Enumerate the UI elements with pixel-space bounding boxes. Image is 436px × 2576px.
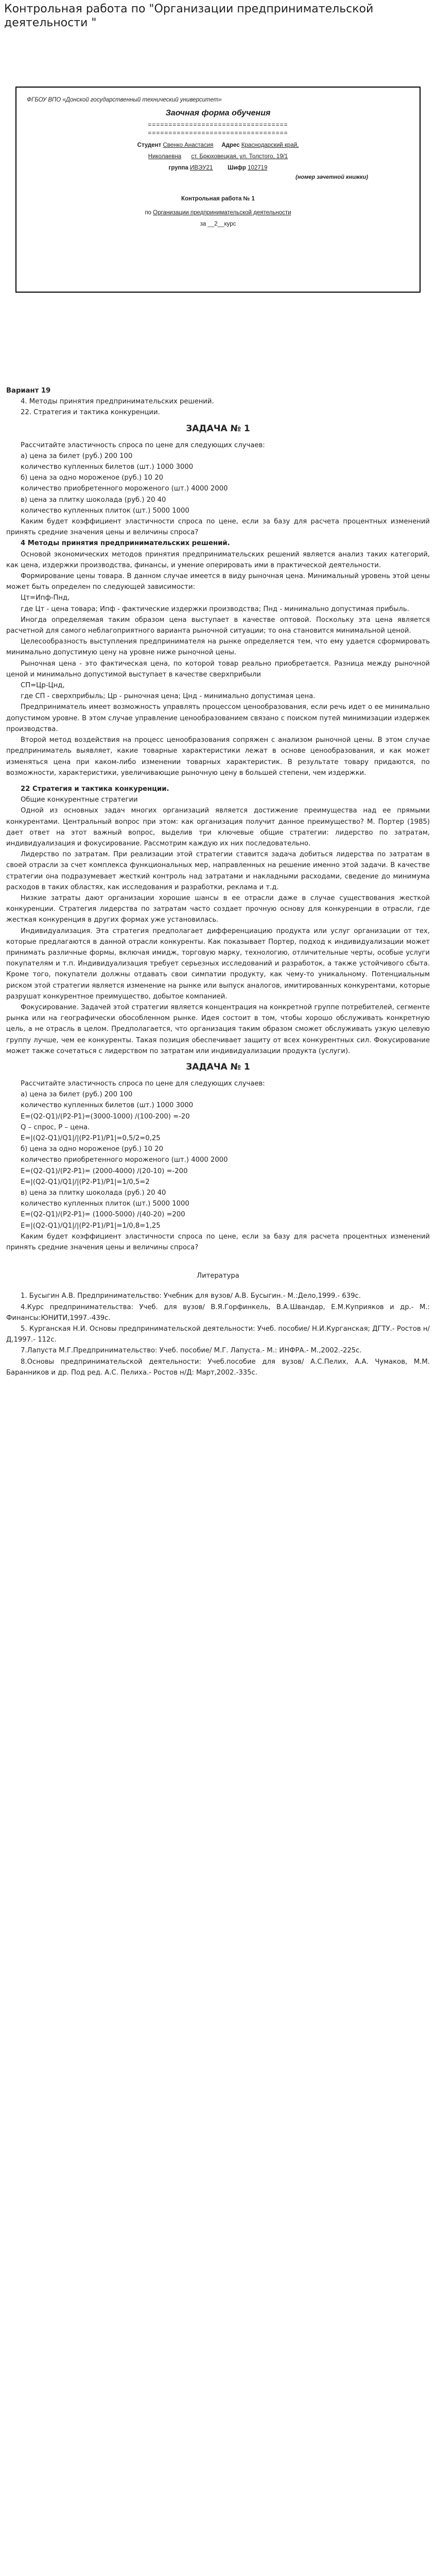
formula: СП=Цр-Цнд, bbox=[21, 682, 65, 690]
question-item: 22. Стратегия и тактика конкуренции. bbox=[21, 409, 160, 417]
task-question: Каким будет коэффициент эластичности спроса по цене, если за базу для расчета процентных изменений принять средние значения цены и величины спроса? bbox=[6, 1232, 430, 1252]
task-intro: Рассчитайте эластичность спроса по цене для следующих случаев: bbox=[21, 441, 265, 449]
solution-line: в) цена за плитку шоколада (руб.) 20 40 bbox=[21, 1189, 166, 1197]
student-label: Студент bbox=[137, 142, 162, 149]
subsection-title: Общие конкурентные стратегии bbox=[21, 796, 138, 804]
paragraph: где СП - сверхприбыль; Цр - рыночная цена; Цнд - минимально допустимая цена. bbox=[21, 692, 316, 701]
address-street: ст. Брюховецкая, ул. Толстого, 19/1 bbox=[191, 154, 288, 160]
solution-line: а) цена за билет (руб.) 200 100 bbox=[21, 1091, 133, 1099]
reference-item: 1. Бусыгин А.В. Предпринимательство: Учебник для вузов/ А.В. Бусыгин.- М.:Дело,1999.- 639с. bbox=[21, 1292, 361, 1300]
question-item: 4. Методы принятия предпринимательских решений. bbox=[21, 398, 214, 406]
literature-title: Литература bbox=[197, 1272, 239, 1280]
group-label: группа bbox=[168, 165, 188, 172]
cipher-label: Шифр bbox=[228, 165, 246, 172]
solution-line: Рассчитайте эластичность спроса по цене для следующих случаев: bbox=[21, 1079, 265, 1088]
title-page-frame bbox=[15, 87, 421, 293]
cipher-note: (номер зачетной книжки) bbox=[295, 174, 368, 181]
paragraph: Целесообразность выступления предпринимателя на рынке определяется тем, что ему удается сформировать минимально допустимую цену на уровне ниже рыночной цены. bbox=[6, 638, 430, 657]
paragraph: Второй метод воздействия на процесс ценообразования сопряжен с анализом рыночной цены. В этом случае предприниматель выявляет, какие товарные характеристики лежат в основе ценообразования, и как может изменяться цена при каком-либо изменении товарных характеристик. В результате товару придаются, по возможности, характеристики, увеличивающие рыночную цену в большей степени, чем издержки. bbox=[6, 736, 430, 777]
solution-line: б) цена за одно мороженое (руб.) 10 20 bbox=[21, 1145, 163, 1154]
paragraph: Индивидуализация. Эта стратегия предполагает дифференциацию продукта или услуг организации от тех, которые предлагаются в данной отрасли конкуренты. Как показывает Портер, подход к индивидуализации может принимать различные формы, включая имидж, торговую марку, технологию, отличительные черты, особые услуги покупателям и т.п. Индивидуализация требует серьезных исследований и разработок, а также устойчивого сбыта. Кроме того, покупатели должны отдавать свои симпатии продукту, как чему-то уникальному. Потенциальным риском этой стратегии является изменение на рынке или выпуск аналогов, имитированных конкурентами, которые разрушат конкурентное преимущество, добытое компанией. bbox=[6, 927, 430, 1001]
paragraph: Предприниматель имеет возможность управлять процессом ценообразования, если речь идет о ее минимально допустимом уровне. В этом случае управление ценообразованием связано с поиском путей минимизации издержек производства. bbox=[6, 703, 430, 733]
task-item: количество купленных плиток (шт.) 5000 1000 bbox=[21, 506, 189, 515]
reference-item: 8.Основы предпринимательской деятельности: Учеб.пособие для вузов/ А.С.Пелих, А.А. Чумаков, М.М. Баранников и др. Под ред. А.С. Пелиха.- Ростов н/Д: Март,2002.-335с. bbox=[6, 1358, 430, 1377]
task-item: количество купленных билетов (шт.) 1000 3000 bbox=[21, 463, 194, 471]
paragraph: Фокусирование. Задачей этой стратегии является концентрация на конкретной группе потребителей, сегменте рынка или на географически обособленном рынке. Идея состоит в том, чтобы хорошо обслуживать конкретную цель, а не отрасль в целом. Предполагается, что организация таким образом сможет обслуживать узкую целевую группу лучше, чем ее конкуренты. Такая позиция обеспечивает защиту от всех конкурентных сил. Фокусирование может также сочетаться с лидерством по затратам или индивидуализации продукта (услуги). bbox=[6, 1003, 430, 1055]
paragraph: где Цт - цена товара; Ипф - фактические издержки производства; Пнд - минимально допустимая прибыль. bbox=[21, 605, 409, 613]
paragraph: Основой экономических методов принятия предпринимательских решений является анализ таких категорий, как цена, издержки производства, финансы, и умение оперировать ими в практической деятельности. bbox=[6, 550, 430, 569]
cipher-value: 102719 bbox=[248, 165, 268, 172]
paragraph: Рыночная цена - это фактическая цена, по которой товар реально приобретается. Разница между рыночной ценой и минимально допустимой выступает в качестве сверхприбыли bbox=[6, 659, 430, 679]
solution-line: Q – спрос, Р – цена. bbox=[21, 1123, 90, 1131]
solution-line: E=|(Q2-Q1)/Q1|/|(P2-P1)/P1|=1/0,8=1,25 bbox=[21, 1222, 161, 1230]
paragraph: Одной из основных задач многих организаций является достижение преимущества над ее прямыми конкурентами. Центральный вопрос при этом: как организация получит данное преимущество? М. Портер (1985) дает ответ на этот важный вопрос, выделив три ключевые общие стратегии: лидерство по затратам, индивидуализация и фокусирование. Рассмотрим каждую их них последовательно. bbox=[6, 807, 430, 848]
student-row bbox=[27, 142, 409, 148]
task-item: а) цена за билет (руб.) 200 100 bbox=[21, 452, 133, 460]
university-name: ФГБОУ ВПО «Донской государственный технический университет» bbox=[27, 97, 222, 103]
group-row bbox=[27, 165, 409, 171]
task-title: ЗАДАЧА № 1 bbox=[186, 423, 250, 434]
task-item: в) цена за плитку шоколада (руб.) 20 40 bbox=[21, 496, 166, 504]
divider-line: ================================== bbox=[148, 121, 288, 129]
reference-item: 7.Лапуста М.Г.Предпринимательство: Учеб. пособие/ М.Г. Лапуста.- М.: ИНФРА.- М.,2002.-225с. bbox=[21, 1347, 362, 1355]
paragraph: Иногда определяемая таким образом цена выступает в качестве оптовой. Поскольку эта цена является расчетной для самого неблагоприятного варианта рыночной ситуации; то она становится минимальной ценой. bbox=[6, 616, 430, 635]
student-name: Свенко Анастасия bbox=[163, 142, 214, 149]
paragraph: Лидерство по затратам. При реализации этой стратегии ставится задача добиться лидерства по затратам в своей отрасли за счет комплекса функциональных мер, направленных на решение именно этой задачи. В качестве стратегии она подразумевает жесткий контроль над затратами и накладными расходами, сведение до минимума расходов в таких областях, как исследования и разработки, реклама и т.д. bbox=[6, 851, 430, 891]
work-title: Контрольная работа № 1 bbox=[181, 195, 255, 202]
divider-line: ================================== bbox=[148, 129, 288, 137]
paragraph: Формирование цены товара. В данном случае имеется в виду рыночная цена. Минимальный уровень этой цены может быть определен по следующей зависимости: bbox=[6, 572, 430, 591]
section-title: 4 Методы принятия предпринимательских решений. bbox=[21, 539, 230, 548]
section-title: 22 Стратегия и тактика конкуренции. bbox=[21, 785, 169, 793]
solution-line: количество купленных билетов (шт.) 1000 3000 bbox=[21, 1101, 194, 1110]
variant-title: Вариант 19 bbox=[6, 387, 51, 395]
subject-row bbox=[27, 210, 409, 216]
formula: Цт=Ипф-Пнд, bbox=[21, 594, 70, 602]
task-question: Каким будет коэффициент эластичности спроса по цене, если за базу для расчета процентных изменений принять средние значения цены и величины спроса? bbox=[6, 518, 430, 537]
paragraph: Низкие затраты дают организации хорошие шансы в ее отрасли даже в случае существования жесткой конкуренции. Стратегия лидерства по затратам часто создает прочную основу для конкуренции в отрасли, где жесткая конкуренция в других формах уже установилась. bbox=[6, 894, 430, 924]
solution-line: E=|(Q2-Q1)/Q1|/|(P2-P1)/P1|=0,5/2=0,25 bbox=[21, 1134, 161, 1142]
document-body bbox=[0, 385, 436, 1378]
group-value: ИВЭУ21 bbox=[190, 165, 213, 172]
solution-line: количество купленных плиток (шт.) 5000 1000 bbox=[21, 1200, 189, 1208]
solution-line: E=(Q2-Q1)/(P2-P1)= (2000-4000) /(20-10) =-200 bbox=[21, 1167, 188, 1175]
solution-line: E=|(Q2-Q1)/Q1|/|(P2-P1)/P1|=1/0,5=2 bbox=[21, 1178, 150, 1186]
reference-item: 5. Курганская Н.И. Основы предпринимательской деятельности: Учеб. пособие/ Н.И.Курганская; ДГТУ.- Ростов н/Д,1997.- 112с. bbox=[6, 1325, 430, 1344]
reference-item: 4.Курс предпринимательства: Учеб. для вузов/ В.Я.Горфинкель, В.А.Швандар, Е.М.Куприяков и др.- М.: Финансы:ЮНИТИ,1997.-439с. bbox=[6, 1303, 430, 1322]
task-item: количество приобретенного мороженого (шт.) 4000 2000 bbox=[21, 485, 228, 493]
solution-line: E=(Q2-Q1)/(P2-P1)=(3000-1000) /(100-200) =-20 bbox=[21, 1112, 190, 1121]
solution-line: E=(Q2-Q1)/(P2-P1)= (1000-5000) /(40-20) =200 bbox=[21, 1211, 185, 1219]
address-label: Адрес bbox=[221, 142, 240, 149]
study-form: Заочная форма обучения bbox=[165, 109, 271, 118]
task-title: ЗАДАЧА № 1 bbox=[186, 1061, 250, 1072]
page-title: Контрольная работа по "Организации предпринимательской деятельности " bbox=[4, 3, 374, 29]
subject-value: Организации предпринимательской деятельности bbox=[153, 209, 291, 216]
patronymic: Николаевна bbox=[148, 154, 182, 160]
address-value: Краснодарский край, bbox=[241, 142, 299, 149]
solution-line: количество приобретенного мороженого (шт.) 4000 2000 bbox=[21, 1156, 228, 1164]
address-row-2 bbox=[27, 154, 409, 160]
course: за __2__курс bbox=[200, 221, 236, 227]
subject-prefix: по bbox=[145, 209, 152, 216]
task-item: б) цена за одно мороженое (руб.) 10 20 bbox=[21, 474, 163, 482]
